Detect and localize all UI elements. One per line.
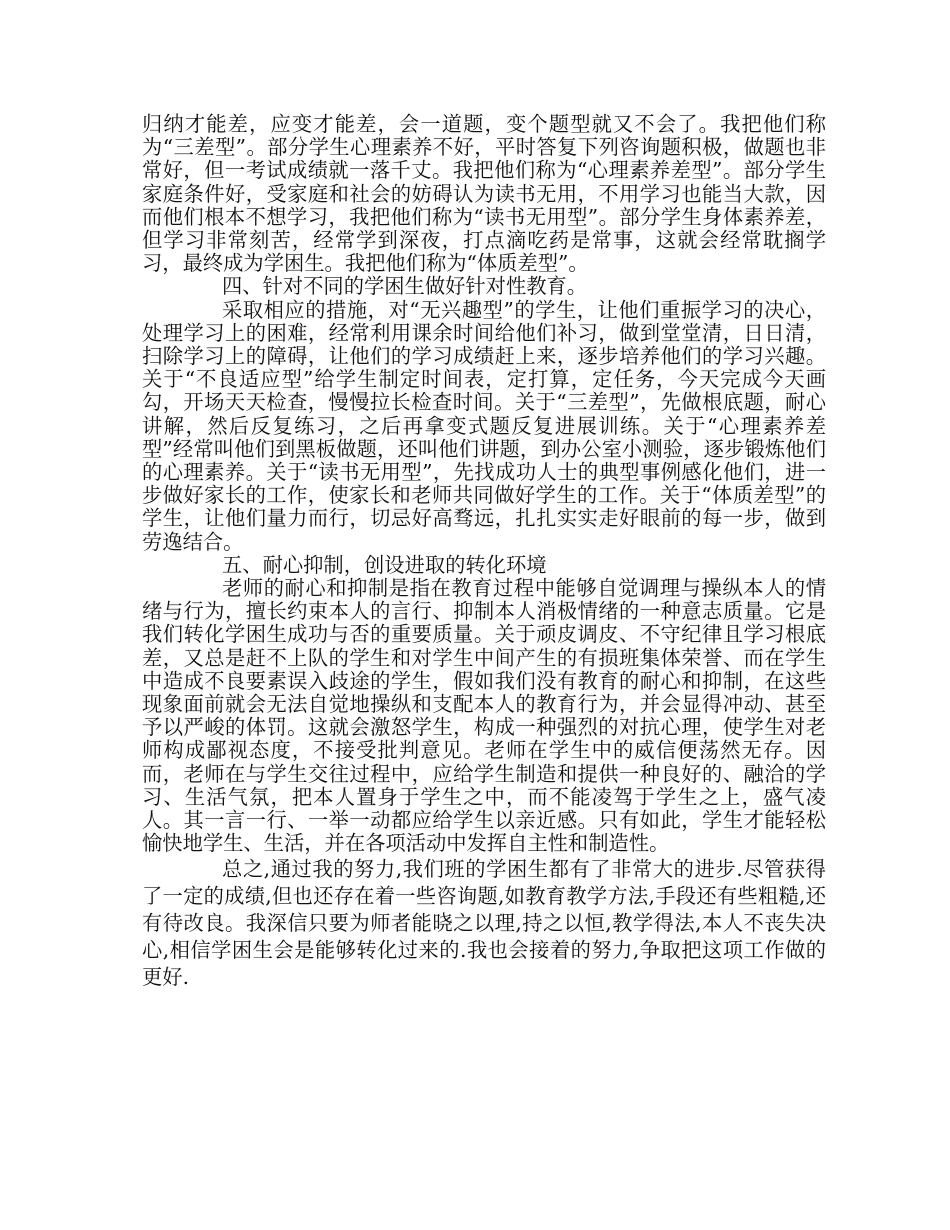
paragraph-conclusion: 总之,通过我的努力,我们班的学困生都有了非常大的进步.尽管获得了一定的成绩,但也还存在着一些咨询题,如教育教学方法,手段还有些粗糙,还有待改良。我深信只要为师者能晓之以理,持之以恒,教学得法,本人不丧失决心,相信学困生会是能够转化过来的.我也会接着的努力,争取把这项工作做的更好. bbox=[142, 856, 826, 989]
paragraph-student-types: 归纳才能差，应变才能差，会一道题，变个题型就又不会了。我把他们称为“三差型”。部分学生心理素养不好，平时答复下列咨询题积极，做题也非常好，但一考试成绩就一落千丈。我把他们称为“心理素养差型”。部分学生家庭条件好，受家庭和社会的妨碍认为读书无用，不用学习也能当大款，因而他们根本不想学习，我把他们称为“读书无用型”。部分学生身体素养差，但学习非常刻苦，经常学到深夜，打点滴吃药是常事，这就会经常耽搁学习，最终成为学困生。我把他们称为“体质差型”。 bbox=[142, 112, 826, 276]
section-heading-five: 五、耐心抑制，创设进取的转化环境 bbox=[222, 552, 547, 577]
section-heading-four: 四、针对不同的学困生做好针对性教育。 bbox=[222, 274, 588, 299]
document-body bbox=[142, 113, 826, 991]
paragraph-targeted-measures: 采取相应的措施，对“无兴趣型”的学生，让他们重振学习的决心，处理学习上的困难，经常利用课余时间给他们补习，做到堂堂清，日日清，扫除学习上的障碍，让他们的学习成绩赶上来，逐步培养他们的学习兴趣。关于“不良适应型”给学生制定时间表，定打算，定任务，今天完成今天画勾，开场天天检查，慢慢拉长检查时间。关于“三差型”，先做根底题，耐心讲解，然后反复练习，之后再拿变式题反复进展训练。关于“心理素养差型”经常叫他们到黑板做题，还叫他们讲题，到办公室小测验，逐步锻炼他们的心理素养。关于“读书无用型”，先找成功人士的典型事例感化他们，进一步做好家长的工作，使家长和老师共同做好学生的工作。关于“体质差型”的学生，让他们量力而行，切忌好高骛远，扎扎实实走好眼前的每一步，做到劳逸结合。 bbox=[142, 297, 826, 554]
paragraph-patience: 老师的耐心和抑制是指在教育过程中能够自觉调理与操纵本人的情绪与行为，擅长约束本人的言行、抑制本人消极情绪的一种意志质量。它是我们转化学困生成功与否的重要质量。关于顽皮调皮、不守纪律且学习根底差，又总是赶不上队的学生和对学生中间产生的有损班集体荣誉、而在学生中造成不良要素误入歧途的学生，假如我们没有教育的耐心和抑制，在这些现象面前就会无法自觉地操纵和支配本人的教育行为，并会显得冲动、甚至予以严峻的体罚。这就会激怒学生，构成一种强烈的对抗心理，使学生对老师构成鄙视态度，不接受批判意见。老师在学生中的威信便荡然无存。因而，老师在与学生交往过程中，应给学生制造和提供一种良好的、融洽的学习、生活气氛，把本人置身于学生之中，而不能凌驾于学生之上，盛气凌人。其一言一行、一举一动都应给学生以亲近感。只有如此，学生才能轻松愉快地学生、生活，并在各项活动中发挥自主性和制造性。 bbox=[142, 576, 826, 856]
